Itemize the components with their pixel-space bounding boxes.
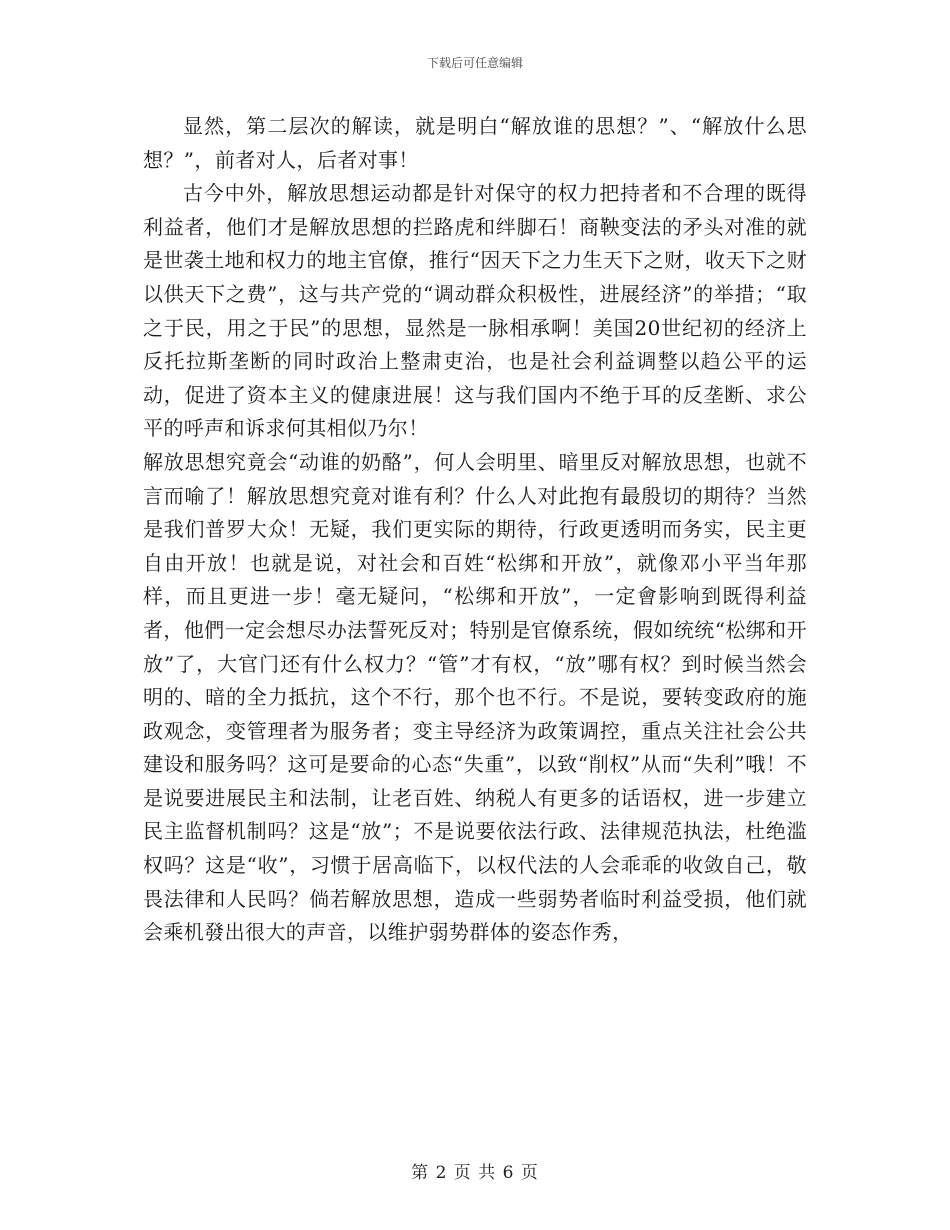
page-number: 第 2 页 共 6 页: [411, 1163, 539, 1183]
paragraph-2: 古今中外，解放思想运动都是针对保守的权力把持者和不合理的既得利益者，他们才是解放思想的拦路虎和绊脚石！商鞅变法的矛头对准的就是世袭土地和权力的地主官僚，推行“因天下之力生天下之财，收天下之财以供天下之费”，这与共产党的“调动群众积极性，进展经济”的举措；“取之于民，用之于民”的思想，显然是一脉相承啊！美国20世纪初的经济上反托拉斯垄断的同时政治上整肃吏治，也是社会利益调整以趋公平的运动，促进了资本主义的健康进展！这与我们国内不绝于耳的反垄断、求公平的呼声和诉求何其相似乃尔！: [143, 181, 807, 441]
header-note: 下载后可任意编辑: [426, 56, 523, 70]
document-body: [143, 110, 807, 950]
paragraph-3: 解放思想究竟会“动谁的奶酪”，何人会明里、暗里反对解放思想，也就不言而喻了！解放思想究竟对谁有利？什么人对此抱有最殷切的期待？当然是我们普罗大众！无疑，我们更实际的期待，行政更透明而务实，民主更自由开放！也就是说，对社会和百姓“松绑和开放”，就像邓小平当年那样，而且更进一步！毫无疑问，“松绑和开放”，一定會影响到既得利益者，他們一定会想尽办法誓死反对；特别是官僚系统，假如统统“松绑和开放”了，大官门还有什么权力？“管”才有权，“放”哪有权？到时候当然会明的、暗的全力抵抗，这个不行，那个也不行。不是说，要转变政府的施政观念，变管理者为服务者；变主导经济为政策调控，重点关注社会公共建设和服务吗？这可是要命的心态“失重”，以致“削权”从而“失利”哦！不是说要进展民主和法制，让老百姓、纳税人有更多的话语权，进一步建立民主监督机制吗？这是“放”；不是说要依法行政、法律规范执法，杜绝滥权吗？这是“收”，习惯于居高临下，以权代法的人会乖乖的收敛自己，敬畏法律和人民吗？倘若解放思想，造成一些弱势者临时利益受损，他们就会乘机發出很大的声音，以维护弱势群体的姿态作秀，: [143, 449, 807, 945]
paragraph-1: 显然，第二层次的解读，就是明白“解放谁的思想？”、“解放什么思想？”，前者对人，后者对事！: [143, 114, 807, 172]
